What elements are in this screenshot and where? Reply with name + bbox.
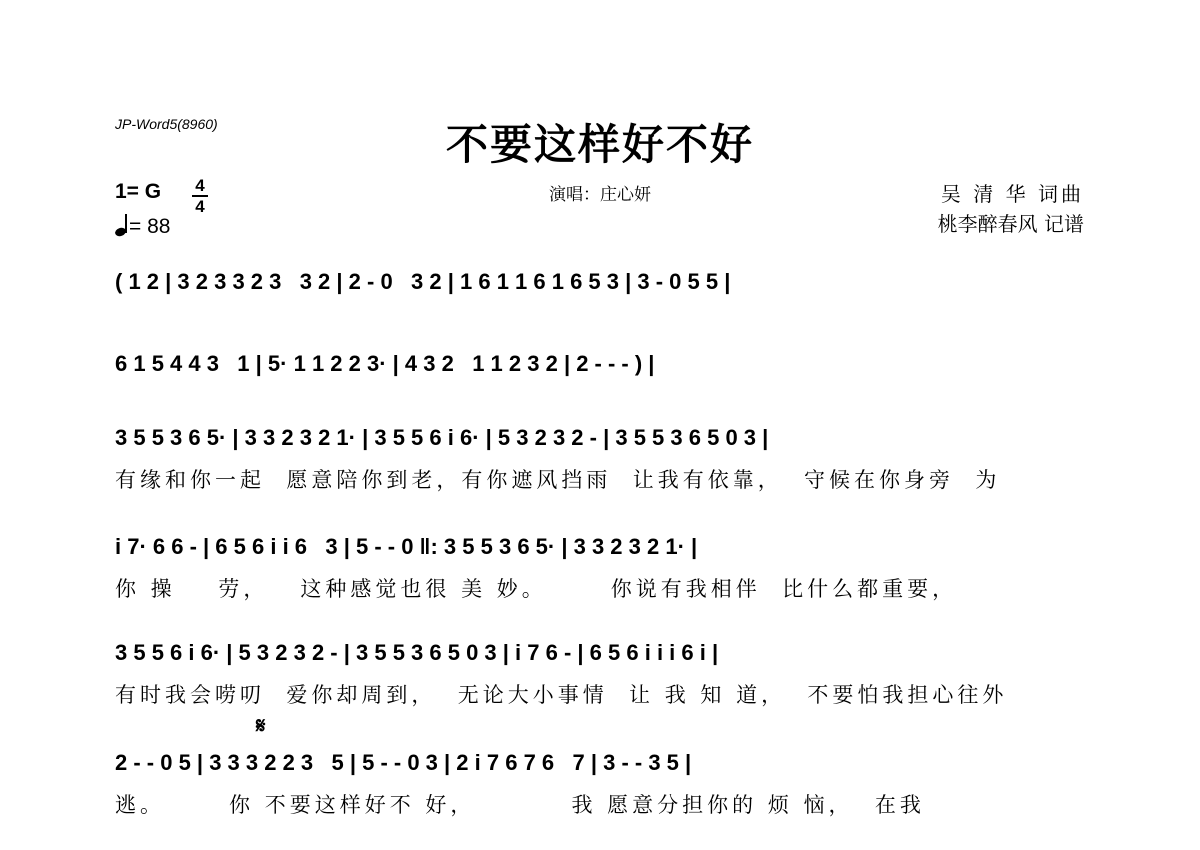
- notes-line: i 7· 6 6 - | 6 5 6 i i 6 3 | 5 - - 0 ‖: 3 5 5 3 6 5· | 3 3 2 3 2 1· |: [115, 534, 698, 559]
- time-signature: [192, 177, 208, 215]
- lyrics-line: 有时我会唠叨 爱你却周到， 无论大小事情 让 我 知 道， 不要怕我担心往外: [115, 683, 1008, 707]
- staff-row-3: [115, 418, 1090, 494]
- software-label: JP-Word5(8960): [115, 116, 218, 132]
- lyrics-line: 有缘和你一起 愿意陪你到老，有你遮风挡雨 让我有依靠， 守候在你身旁 为: [115, 468, 1001, 492]
- segno-sign-icon: 𝄋: [256, 713, 266, 739]
- time-bottom: 4: [195, 197, 205, 216]
- staff-row-6: [115, 743, 1090, 819]
- singer-credit: 演唱：庄心妍: [549, 185, 651, 205]
- scriber-credit: 桃李醉春风 记谱: [937, 212, 1084, 236]
- lyrics-line: 逃。 你 不要这样好不 好， 我 愿意分担你的 烦 恼， 在我: [115, 793, 925, 817]
- key-signature: 1= G: [115, 180, 162, 203]
- tempo-marking: [115, 214, 170, 239]
- staff-row-4: [115, 527, 1090, 603]
- author-credit: 吴 清 华 词曲: [940, 182, 1084, 206]
- staff-row-1: [115, 262, 1090, 302]
- song-title: 不要这样好不好: [445, 120, 754, 169]
- quarter-note-icon: [115, 214, 129, 236]
- notes-line: 3 5 5 3 6 5· | 3 3 2 3 2 1· | 3 5 5 6 i 6· | 5 3 2 3 2 - | 3 5 5 3 6 5 0 3 |: [115, 425, 769, 450]
- notes-line: 6 1 5 4 4 3 1 | 5· 1 1 2 2 3· | 4 3 2 1 1 2 3 2 | 2 - - - ) |: [115, 351, 655, 376]
- staff-row-2: [115, 344, 1090, 384]
- lyrics-line: 你 操 劳， 这种感觉也很 美 妙。 你说有我相伴 比什么都重要，: [115, 577, 958, 601]
- time-top: 4: [195, 176, 205, 195]
- tempo-value: = 88: [129, 215, 171, 238]
- notes-line: 2 - - 0 5 | 3 3 3 2 2 3 5 | 5 - - 0 3 | 2 i 7 6 7 6 7 | 3 - - 3 5 |: [115, 750, 692, 775]
- notes-line: ( 1 2 | 3 2 3 3 2 3 3 2 | 2 - 0 3 2 | 1 6 1 1 6 1 6 5 3 | 3 - 0 5 5 |: [115, 269, 731, 294]
- staff-row-5: [115, 633, 1090, 709]
- notes-line: 3 5 5 6 i 6· | 5 3 2 3 2 - | 3 5 5 3 6 5 0 3 | i 7 6 - | 6 5 6 i i i 6 i |: [115, 640, 719, 665]
